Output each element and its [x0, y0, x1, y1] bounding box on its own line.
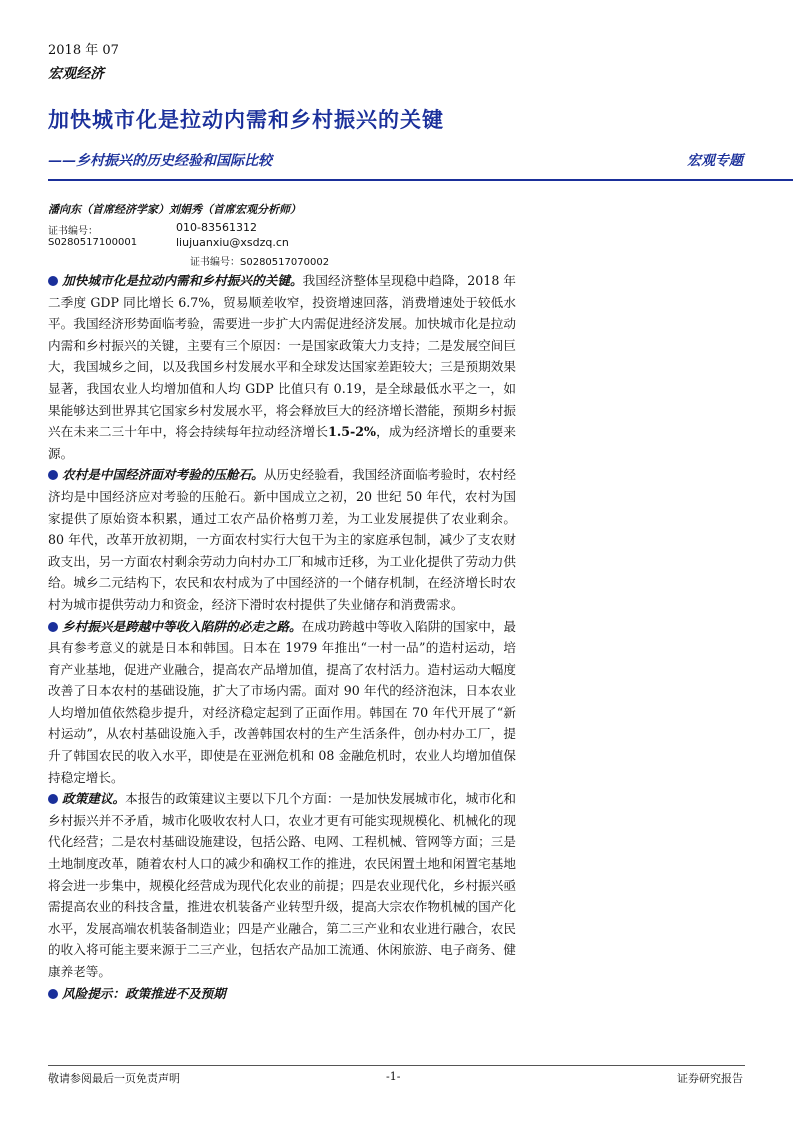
bullet-icon	[48, 989, 58, 999]
risk-warning-text: 风险提示：政策推进不及预期	[62, 985, 226, 1001]
author-names: 潘向东（首席经济学家）刘娟秀（首席宏观分析师）	[48, 203, 301, 216]
bullet-icon	[48, 794, 58, 804]
paragraph-lead: 加快城市化是拉动内需和乡村振兴的关键。	[62, 273, 303, 288]
paragraph-text: 我国经济整体呈现稳中趋降，2018 年二季度 GDP 同比增长 6.7%，贸易顺差收窄，投资增速回落，消费增速处于较低水平。我国经济形势面临考验，需要进一步扩大内需促进经济发展。加快城市化是拉动内需和乡村振兴的关键，主要有三个原因：一是国家政策大力支持；二是发展空间巨大，我国城乡之间，以及我国乡村发展水平和全球发达国家差距较大；三是预期效果显著，我国农业人均增加值和人均 GDP 比值只有 0.19，是全球最低水平之一，如果能够达到世界其它国家乡村发展水平，将会释放巨大的经济增长潜能，预期乡村振兴在未来二三十年中，将会持续每年拉动经济增长	[48, 273, 517, 440]
paragraph-text: 在成功跨越中等收入陷阱的国家中，最具有参考意义的就是日本和韩国。日本在 1979 年推出“一村一品”的造村运动，培育产业基地，促进产业融合，提高农产品增加值，提高了农村活力。造村运动大幅度改善了日本农村的基础设施，扩大了市场内需。面对 90 年代的经济泡沫，日本农业人均增加值依然稳步提升，对经济稳定起到了正面作用。韩国在 70 年代开展了“新村运动”，从农村基础设施入手，改善韩国农村的生产生活条件，创办村办工厂，提升了韩国农民的收入水平，即使是在亚洲危机和 08 金融危机时，农业人均增加值保持稳定增长。	[48, 618, 517, 785]
paragraph-highlight: 1.5-2%	[328, 424, 376, 440]
footer-divider	[48, 1065, 745, 1066]
footer-disclaimer: 敬请参阅最后一页免责声明	[48, 1072, 180, 1085]
author-phone: 010-83561312	[176, 221, 257, 234]
summary-body	[48, 270, 516, 1004]
footer-doc-type: 证券研究报告	[677, 1072, 743, 1085]
paragraph-lead: 政策建议。	[62, 791, 126, 807]
paragraph-text: 本报告的政策建议主要以下几个方面：一是加快发展城市化，城市化和乡村振兴并不矛盾，城市化吸收农村人口，农业才更有可能实现规模化、机械化的现代化经营；二是农村基础设施建设，包括公路、电网、工程机械、管网等方面；三是土地制度改革，随着农村人口的减少和确权工作的推进，农民闲置土地和闲置宅基地将会进一步集中，规模化经营成为现代化农业的前提；四是农业现代化，乡村振兴亟需提高农业的科技含量，推进农机装备产业转型升级，提高大宗农作物机械的国产化水平，发展高端农机装备制造业；四是产业融合，第二三产业和农业进行融合，农民的收入将可能主要来源于二三产业，包括农产品加工流通、休闲旅游、电子商务、健康养老等。	[48, 791, 517, 979]
report-type: 宏观专题	[687, 153, 743, 169]
risk-warning	[48, 983, 516, 1005]
paragraph-text-tail: ，成为经济增长的重要来源。	[48, 424, 517, 461]
summary-paragraph	[48, 616, 516, 789]
bullet-icon	[48, 470, 58, 480]
header-divider	[48, 179, 793, 181]
summary-paragraph	[48, 270, 516, 464]
bullet-icon	[48, 622, 58, 632]
summary-paragraph	[48, 464, 516, 615]
report-title: 加快城市化是拉动内需和乡村振兴的关键	[48, 107, 444, 132]
paragraph-lead: 乡村振兴是跨越中等收入陷阱的必走之路。	[62, 618, 302, 634]
author-email[interactable]: liujuanxiu@xsdzq.cn	[176, 236, 289, 249]
report-date: 2018 年 07	[48, 43, 119, 58]
paragraph-lead: 农村是中国经济面对考验的压舱石。	[62, 467, 264, 483]
summary-paragraph	[48, 788, 516, 982]
bullet-icon	[48, 276, 58, 286]
report-subtitle: ——乡村振兴的历史经验和国际比较	[48, 153, 272, 169]
report-section: 宏观经济	[48, 66, 104, 82]
cert-line-2: 证书编号：S0280517070002	[190, 257, 330, 268]
cert-number-1: S0280517100001	[48, 237, 138, 248]
cert-label-1: 证书编号：	[48, 226, 98, 237]
paragraph-text: 从历史经验看，我国经济面临考验时，农村经济均是中国经济应对考验的压舱石。新中国成立之初，20 世纪 50 年代，农村为国家提供了原始资本积累，通过工农产品价格剪刀差，为工业发展提供了农业剩余。80 年代，改革开放初期，一方面农村实行大包干为主的家庭承包制，减少了支农财政支出，另一方面农村剩余劳动力向村办工厂和城市迁移，为工业化提供了劳动力供给。城乡二元结构下，农民和农村成为了中国经济的一个储存机制，在经济增长时农村为城市提供劳动力和资金，经济下滑时农村提供了失业储存和消费需求。	[48, 467, 517, 612]
page-number: -1-	[386, 1070, 401, 1083]
